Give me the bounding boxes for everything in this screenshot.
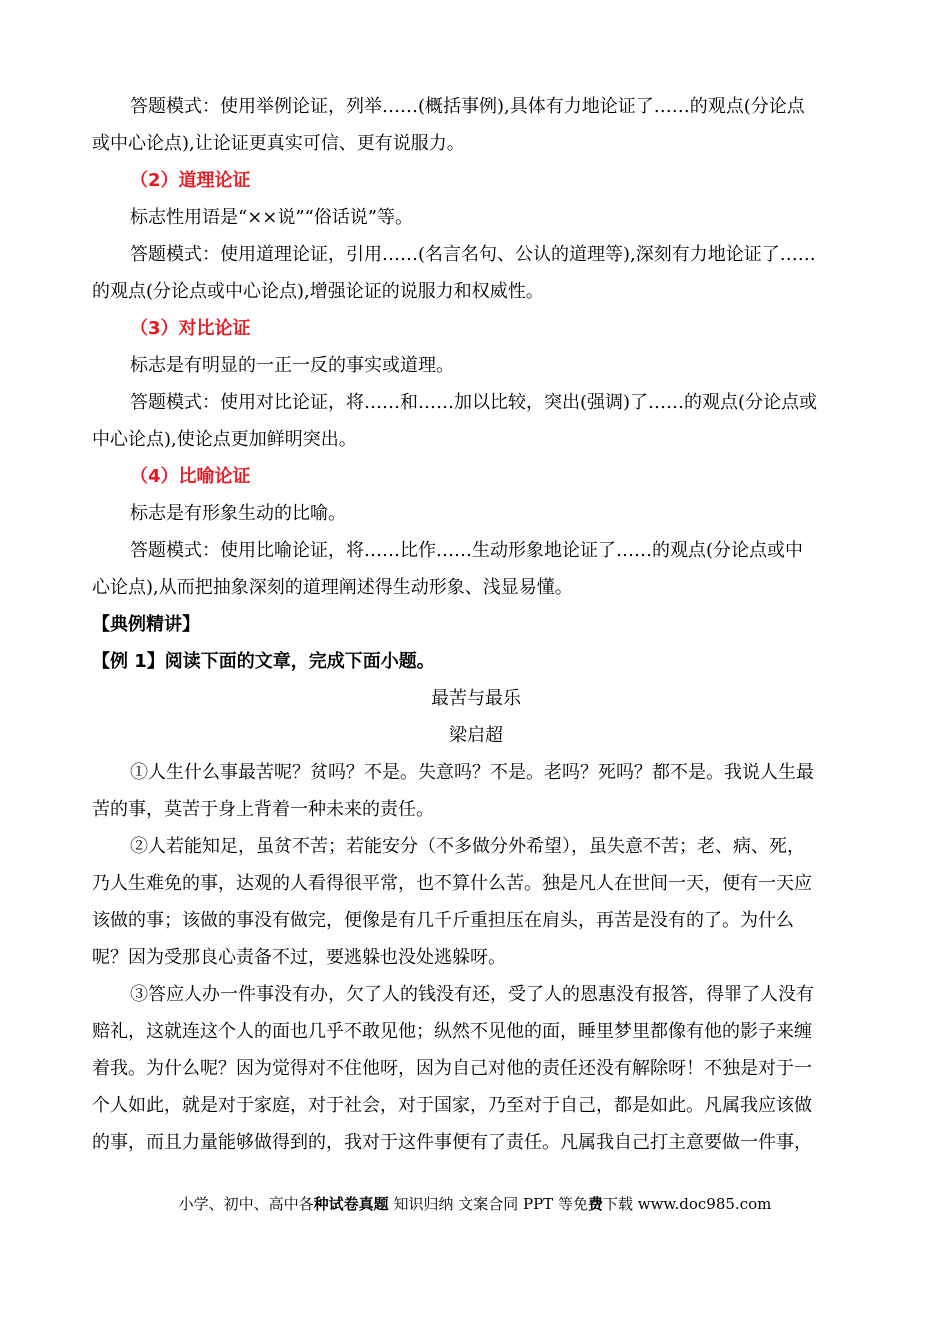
paragraph-line: 心论点),从而把抽象深刻的道理阐述得生动形象、浅显易懂。 <box>92 577 573 598</box>
paragraph-line: 或中心论点),让论证更真实可信、更有说服力。 <box>92 133 465 154</box>
article-title: 最苦与最乐 <box>431 688 521 709</box>
article-line: 该做的事；该做的事没有做完，便像是有几千斤重担压在肩头，再苦是没有的了。为什么 <box>92 910 794 931</box>
footer-text: 知识归纳 文案合同 PPT 等免 <box>388 1195 588 1213</box>
page-footer <box>0 1193 950 1214</box>
article-line: 苦的事，莫苦于身上背着一种未来的责任。 <box>92 799 434 820</box>
section-heading-reasoning: （2）道理论证 <box>130 170 251 191</box>
section-heading-metaphor: （4）比喻论证 <box>130 466 251 487</box>
paragraph-line: 中心论点),使论点更加鲜明突出。 <box>92 429 357 450</box>
article-line: ①人生什么事最苦呢？贫吗？不是。失意吗？不是。老吗？死吗？都不是。我说人生最 <box>130 762 814 783</box>
paragraph-line: 标志是有明显的一正一反的事实或道理。 <box>130 355 454 376</box>
paragraph-line: 答题模式：使用比喻论证，将……比作……生动形象地论证了……的观点(分论点或中 <box>130 540 804 561</box>
article-line: 着我。为什么呢？因为觉得对不住他呀，因为自己对他的责任还没有解除呀！不独是对于一 <box>92 1058 812 1079</box>
article-line: 乃人生难免的事，达观的人看得很平常，也不算什么苦。独是凡人在世间一天，便有一天应 <box>92 873 812 894</box>
paragraph-line: 标志是有形象生动的比喻。 <box>130 503 346 524</box>
section-label: 【典例精讲】 <box>92 614 200 635</box>
paragraph-line: 答题模式：使用举例论证，列举……(概括事例),具体有力地论证了……的观点(分论点 <box>130 96 805 117</box>
paragraph-line: 的观点(分论点或中心论点),增强论证的说服力和权威性。 <box>92 281 544 302</box>
article-author: 梁启超 <box>449 725 503 746</box>
footer-emphasis: 种试卷真题 <box>313 1195 389 1213</box>
footer-emphasis: 费 <box>587 1195 603 1213</box>
paragraph-line: 答题模式：使用对比论证，将……和……加以比较，突出(强调)了……的观点(分论点或 <box>130 392 818 413</box>
article-line: 个人如此，就是对于家庭，对于社会，对于国家，乃至对于自己，都是如此。凡属我应该做 <box>92 1095 812 1116</box>
paragraph-line: 标志性用语是“××说”“俗话说”等。 <box>130 207 413 228</box>
section-heading-contrast: （3）对比论证 <box>130 318 251 339</box>
article-line: 的事，而且力量能够做得到的，我对于这件事便有了责任。凡属我自己打主意要做一件事， <box>92 1132 812 1153</box>
article-line: 呢？因为受那良心责备不过，要逃躲也没处逃躲呀。 <box>92 947 506 968</box>
article-line: ③答应人办一件事没有办，欠了人的钱没有还，受了人的恩惠没有报答，得罪了人没有 <box>130 984 814 1005</box>
document-body <box>92 88 860 1161</box>
example-prompt: 【例 1】阅读下面的文章，完成下面小题。 <box>92 651 435 672</box>
footer-link[interactable]: 下载 www.doc985.com <box>602 1195 772 1213</box>
article-line: ②人若能知足，虽贫不苦；若能安分（不多做分外希望），虽失意不苦；老、病、死， <box>130 836 805 857</box>
article-line: 赔礼，这就连这个人的面也几乎不敢见他；纵然不见他的面，睡里梦里都像有他的影子来缠 <box>92 1021 812 1042</box>
footer-text: 小学、初中、高中各 <box>178 1195 314 1213</box>
paragraph-line: 答题模式：使用道理论证，引用……(名言名句、公认的道理等),深刻有力地论证了…… <box>130 244 816 265</box>
